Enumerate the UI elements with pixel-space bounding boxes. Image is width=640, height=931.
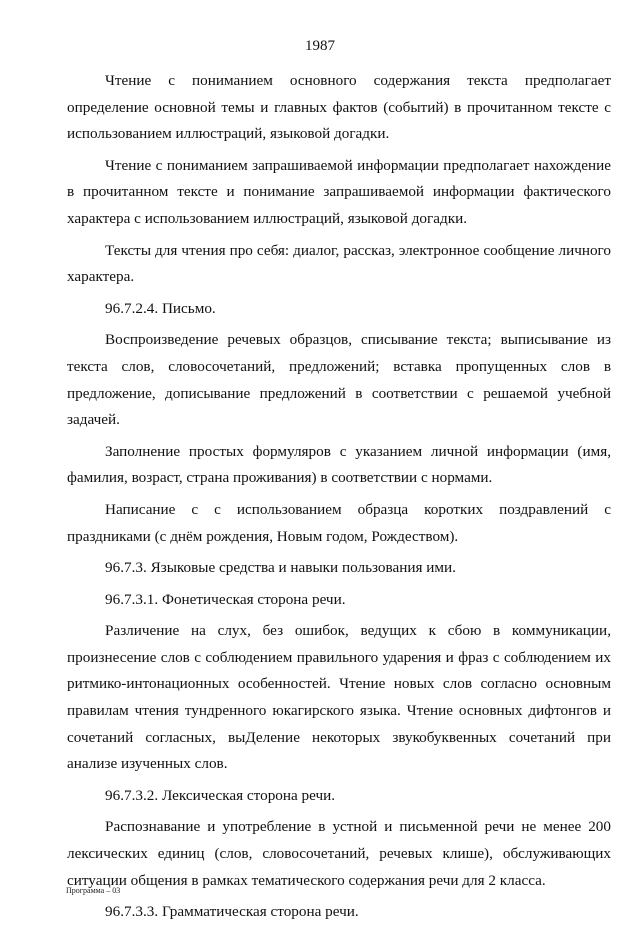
section-heading-language-means: 96.7.3. Языковые средства и навыки пользования ими. xyxy=(105,559,456,577)
page-footer: Программа – 03 xyxy=(66,886,121,895)
document-body xyxy=(67,68,611,931)
paragraph-phonetics: Различение на слух, без ошибок, ведущих к сбою в коммуникации, произнесение слов с соблюдением правильного ударения и фраз с соблюдением их ритмико-интонационных особенностей. Чтение новых слов согласно основным правилам чтения тундренного юкагирского языка. Чтение основных дифтонгов и сочетаний согласных, выДеление некоторых звукобуквенных сочетаний при анализе изученных слов. xyxy=(67,622,611,773)
paragraph-silent-reading-texts: Тексты для чтения про себя: диалог, рассказ, электронное сообщение личного характера. xyxy=(67,241,611,286)
section-heading-grammar: 96.7.3.3. Грамматическая сторона речи. xyxy=(105,903,359,921)
paragraph-requested-info-reading: Чтение с пониманием запрашиваемой информации предполагает нахождение в прочитанном тексте и понимание запрашиваемой информации фактического характера с использованием иллюстраций, языковой догадки. xyxy=(67,156,611,227)
paragraph-main-content-reading: Чтение с пониманием основного содержания текста предполагает определение основной темы и главных фактов (событий) в прочитанном тексте с использованием иллюстраций, языковой догадки. xyxy=(67,72,611,143)
paragraph-speech-patterns: Воспроизведение речевых образцов, списывание текста; выписывание из текста слов, словосочетаний, предложений; вставка пропущенных слов в предложение, дописывание предложений в соответствии с решаемой учебной задачей. xyxy=(67,331,611,429)
section-heading-lexis: 96.7.3.2. Лексическая сторона речи. xyxy=(105,786,336,804)
section-heading-phonetics: 96.7.3.1. Фонетическая сторона речи. xyxy=(105,590,346,608)
paragraph-lexis: Распознавание и употребление в устной и письменной речи не менее 200 лексических единиц (слов, словосочетаний, речевых клише), обслуживающих ситуации общения в рамках тематического содержания речи для 2 класса. xyxy=(67,818,611,889)
paragraph-forms-filling: Заполнение простых формуляров с указанием личной информации (имя, фамилия, возраст, страна проживания) в соответствии с нормами. xyxy=(67,442,611,487)
section-heading-writing: 96.7.2.4. Письмо. xyxy=(105,299,216,317)
page-number: 1987 xyxy=(305,38,335,54)
paragraph-greetings-writing: Написание с с использованием образца коротких поздравлений с праздниками (с днём рождения, Новым годом, Рождеством). xyxy=(67,500,611,545)
